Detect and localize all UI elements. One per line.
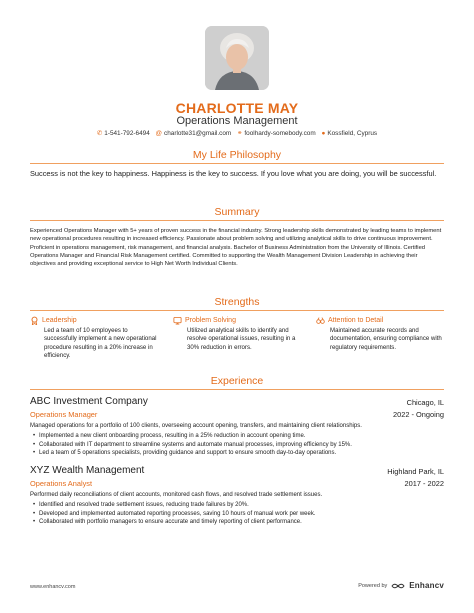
contact-website[interactable] <box>237 129 316 137</box>
strength-text: Led a team of 10 employees to successfully implement a new operational procedure resulting in a 20% increase in efficiency. <box>44 327 157 360</box>
job-bullet: • Identified and resolved trade settlement issues, reducing trade failures by 20%. <box>34 501 444 510</box>
philosophy-divider <box>30 163 444 164</box>
strength-text: Maintained accurate records and documentation, ensuring compliance with regulatory requirements. <box>330 327 442 351</box>
summary-divider <box>30 220 444 221</box>
contact-website-text: foolhardy-somebody.com <box>244 130 316 137</box>
strengths-divider <box>30 310 444 311</box>
job-title: Operations Analyst <box>30 479 93 488</box>
job-bullet: • Collaborated with IT department to streamline systems and automate manual processes, improving efficiency by 15%. <box>34 441 444 450</box>
strength-header <box>30 316 160 325</box>
strength-item <box>173 316 303 352</box>
job-title: Operations Manager <box>30 410 98 419</box>
job-company: XYZ Wealth Management <box>30 465 145 476</box>
philosophy-section-title: My Life Philosophy <box>192 149 282 161</box>
strength-item <box>316 316 446 352</box>
contact-row <box>0 129 474 137</box>
strength-item <box>30 316 160 361</box>
medal-icon <box>30 316 39 325</box>
strength-header <box>173 316 303 325</box>
summary-section-title: Summary <box>214 206 260 218</box>
job-bullet: • Led a team of 5 operations specialists, providing guidance and support to ensure smooth day-to-day operations. <box>34 449 444 458</box>
job-bullet: • Collaborated with portfolio managers to ensure accurate and timely reporting of client performance. <box>34 518 444 527</box>
footer-website[interactable]: www.enhancv.com <box>30 584 76 590</box>
strength-title: Leadership <box>42 317 77 324</box>
strength-title: Problem Solving <box>185 317 236 324</box>
contact-phone[interactable] <box>97 129 150 137</box>
contact-location <box>321 130 377 137</box>
footer-brand: Enhancv <box>409 581 444 590</box>
strengths-section-title: Strengths <box>214 296 260 308</box>
email-icon: @ <box>155 130 163 137</box>
profile-photo <box>205 26 269 90</box>
phone-icon: ✆ <box>96 130 103 137</box>
job-description: Performed daily reconciliations of client accounts, monitored cash flows, and resolved trade settlement issues. <box>30 492 323 498</box>
profile-photo-image <box>205 26 269 90</box>
enhancv-logo-icon <box>391 582 405 590</box>
philosophy-text: Success is not the key to happiness. Happiness is the key to success. If you love what you are doing, you will be successful. <box>30 169 437 178</box>
job-bullet: • Developed and implemented automated reporting processes, saving 10 hours of manual work per week. <box>34 510 444 519</box>
job-dates: 2017 - 2022 <box>404 479 444 488</box>
lightbulb-icon <box>173 316 182 325</box>
job-bullets <box>34 501 444 527</box>
job-company: ABC Investment Company <box>30 396 148 407</box>
job-dates: 2022 - Ongoing <box>393 410 444 419</box>
candidate-name: CHARLOTTE MAY <box>175 100 299 116</box>
summary-text: Experienced Operations Manager with 5+ years of proven success in the financial industry. Strong leadership skills demonstrated by leading teams to implement new operational procedures resulting in increased efficiency. Passionate about problem solving and utilizing analytical skills to drive continuous improvement. Proficient in operations management, risk management, and financial analysis. Bachelor of Business Administration from the University of Illinois. Certified Operations Manager and Financial Risk Management certified. Committed to supporting the Wealth Management Division Leadership in achieving their objectives and providing exceptional service to High Net Worth Individual Clients. <box>30 228 442 268</box>
candidate-role: Operations Management <box>176 115 298 127</box>
contact-email[interactable] <box>156 130 232 137</box>
strength-header <box>316 316 446 325</box>
contact-email-text: charlotte31@gmail.com <box>164 130 232 137</box>
location-icon: ● <box>321 130 326 137</box>
contact-location-text: Kossfield, Cyprus <box>327 130 378 137</box>
contact-phone-text: 1-541-792-6494 <box>104 130 150 137</box>
job-description: Managed operations for a portfolio of 100 clients, overseeing account opening, transfers, and maintaining client relationships. <box>30 423 362 429</box>
job-bullet: • Implemented a new client onboarding process, resulting in a 25% reduction in account opening time. <box>34 432 444 441</box>
experience-section-title: Experience <box>210 375 264 387</box>
link-icon: ⚭ <box>237 130 243 137</box>
job-location: Chicago, IL <box>406 398 444 407</box>
job-location: Highland Park, IL <box>387 467 444 476</box>
experience-divider <box>30 389 444 390</box>
strength-text: Utilized analytical skills to identify and resolve operational issues, resulting in a 30% reduction in errors. <box>187 327 296 351</box>
job-bullets <box>34 432 444 458</box>
footer-powered-label: Powered by <box>358 582 388 589</box>
strength-title: Attention to Detail <box>328 317 384 324</box>
footer-powered-by <box>358 581 444 590</box>
binoculars-icon <box>316 316 325 325</box>
